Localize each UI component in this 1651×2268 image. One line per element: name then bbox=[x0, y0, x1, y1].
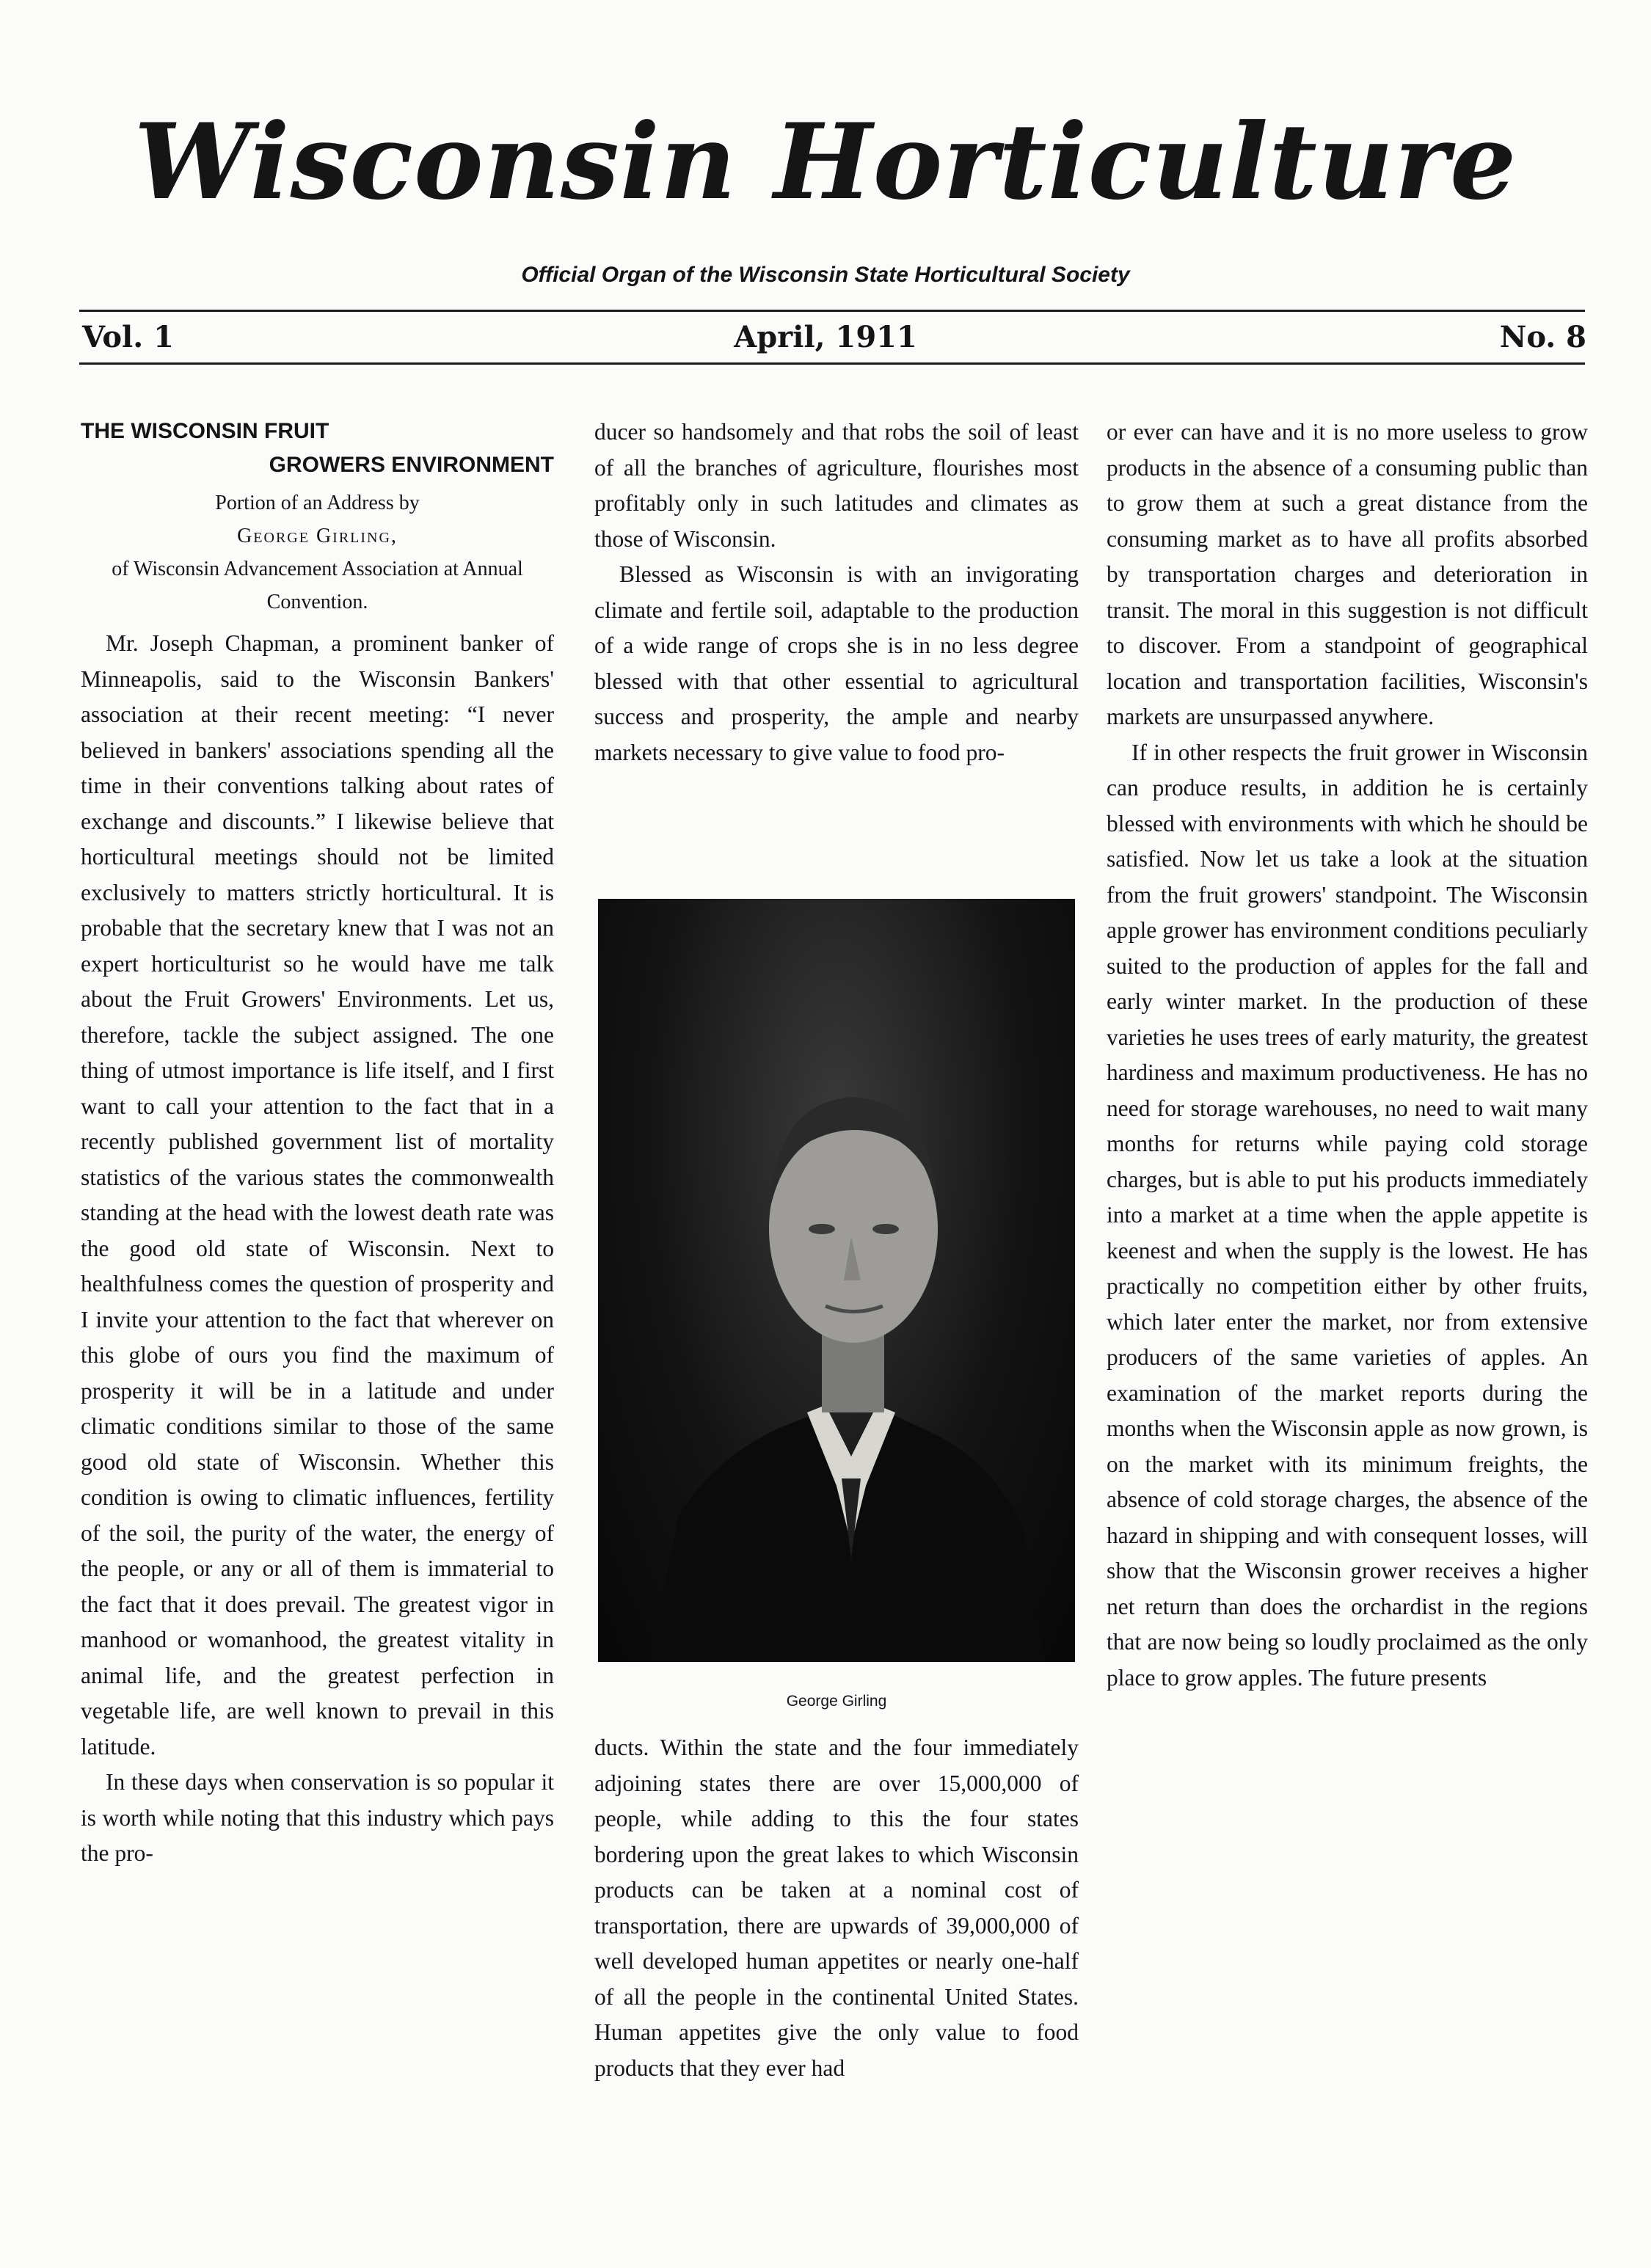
paragraph: or ever can have and it is no more useless to grow products in the absence of a consuming public than to grow them at such a great distance from the consuming market as to have all profits absorbed by transportation charges and deterioration in transit. The moral in this suggestion is not difficult to discover. From a standpoint of geographical location and transportation facilities, Wisconsin's markets are unsurpassed anywhere. bbox=[1107, 419, 1588, 729]
masthead-subtitle: Official Organ of the Wisconsin State Horticultural Society bbox=[521, 263, 1130, 287]
paragraph: ducts. Within the state and the four immediately adjoining states there are over 15,000,000 of people, while adding to this the four states bordering upon the great lakes to which Wisconsin products can be taken at a nominal cost of transportation, there are upwards of 39,000,000 of well developed human appetites or nearly one-half of all the people in the continental United States. Human appetites give the only value to food products that they ever had bbox=[594, 1735, 1079, 2081]
byline-intro: Portion of an Address by bbox=[215, 492, 420, 514]
header-rule-bottom bbox=[79, 362, 1585, 365]
column-right bbox=[1107, 415, 1588, 1696]
photo-caption: George Girling bbox=[786, 1693, 887, 1710]
column-middle-bottom bbox=[594, 1730, 1079, 2086]
header-rule-top bbox=[79, 310, 1585, 312]
portrait-illustration bbox=[598, 899, 1075, 1662]
issue-date: April, 1911 bbox=[734, 320, 917, 354]
paragraph: ducer so handsomely and that robs the soil of least of all the branches of agriculture, flourishes most profitably only in such latitudes and climates as those of Wisconsin. bbox=[594, 419, 1079, 552]
paragraph: Mr. Joseph Chapman, a prominent banker of Minneapolis, said to the Wisconsin Bankers' association at their recent meeting: “I never believed in bankers' associations spending all the time in their conventions talking about rates of exchange and discounts.” I likewise believe that horticultural meetings should not be limited exclusively to matters strictly horticultural. It is probable that the secretary knew that I was not an expert horticulturist so he would have me talk about the Fruit Growers' Environments. Let us, therefore, tackle the subject assigned. The one thing of utmost importance is life itself, and I first want to call your attention to the fact that in a recently published government list of mortality statistics of the various states the commonwealth standing at the head with the lowest death rate was the good old state of Wisconsin. Next to healthfulness comes the question of prosperity and I invite your attention to the fact that wherever on this globe of ours you find the maximum of prosperity it will be in a latitude and under climatic conditions similar to those of the same good old state of Wisconsin. Whether this condition is owing to climatic influences, fertility of the soil, the purity of the water, the energy of the people, or any or all of them is immaterial to the fact that it does prevail. The greatest vigor in manhood or womanhood, the greatest vitality in animal life, and the greatest perfection in vegetable life, are well known to prevail in this latitude. bbox=[81, 630, 554, 1760]
byline-author: George Girling, bbox=[237, 525, 398, 547]
volume-label: Vol. 1 bbox=[82, 320, 174, 354]
masthead-title: Wisconsin Horticulture bbox=[134, 101, 1517, 223]
column-left bbox=[81, 415, 554, 1872]
issue-number: No. 8 bbox=[1499, 320, 1586, 354]
byline-affiliation: of Wisconsin Advancement Association at Annual Convention. bbox=[112, 558, 523, 613]
article-byline bbox=[81, 486, 554, 619]
paragraph: If in other respects the fruit grower in Wisconsin can produce results, in addition he is certainly blessed with environments with which he should be satisfied. Now let us take a look at the situation from the fruit growers' standpoint. The Wisconsin apple grower has environment conditions peculiarly suited to the production of apples for the fall and early winter market. In the production of these varieties he uses trees of early maturity, the greatest hardiness and maximum productiveness. He has no need for storage warehouses, no need to wait many months for returns while paying cold storage charges, but is able to put his products immediately into a market at a time when the apple appetite is keenest and when the supply is the lowest. He has practically no competition either by other fruits, which later enter the market, nor from extensive producers of the same varieties of apples. An examination of the market reports during the months when the Wisconsin apple as now grown, is on the market with its minimum freights, the absence of cold storage charges, the absence of the hazard in shipping and with consequent losses, will show that the Wisconsin grower receives a higher net return than does the orchardist in the regions that are now being so loudly proclaimed as the only place to grow apples. The future presents bbox=[1107, 739, 1588, 1691]
paragraph: Blessed as Wisconsin is with an invigorating climate and fertile soil, adaptable to the production of a wide range of crops she is in no less degree blessed with that other essential to agricultural success and prosperity, the ample and nearby markets necessary to give value to food pro- bbox=[594, 561, 1079, 765]
article-headline bbox=[81, 415, 554, 482]
headline-line-1: THE WISCONSIN FRUIT bbox=[81, 419, 329, 443]
portrait-photo bbox=[598, 899, 1075, 1662]
headline-line-2: GROWERS ENVIRONMENT bbox=[269, 453, 554, 477]
column-middle-top bbox=[594, 415, 1079, 770]
paragraph: In these days when conservation is so popular it is worth while noting that this industry which pays the pro- bbox=[81, 1769, 554, 1866]
